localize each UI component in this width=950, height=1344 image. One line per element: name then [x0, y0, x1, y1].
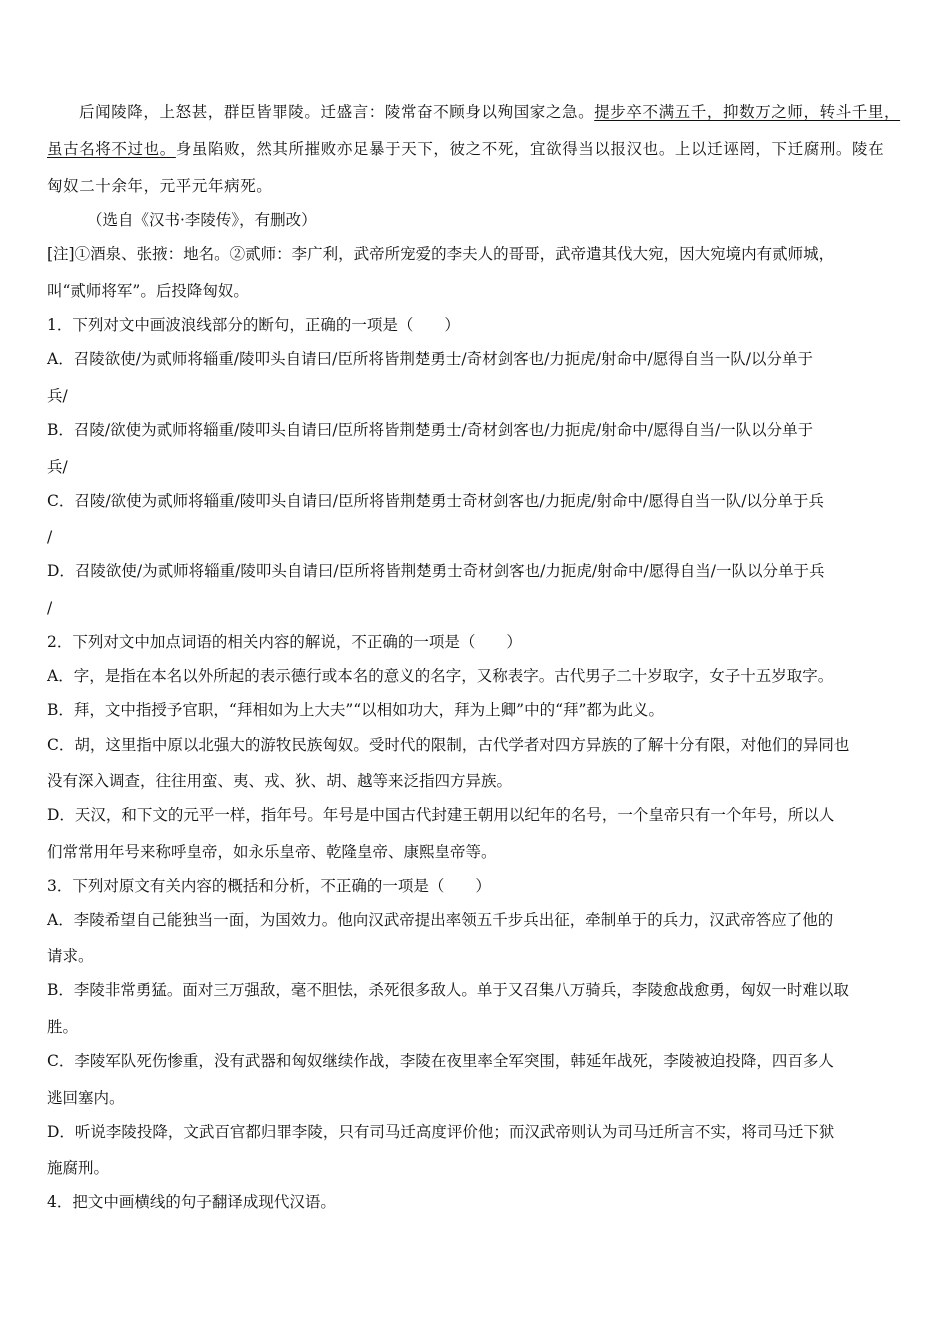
question-3-option-a-cont: 请求。: [47, 947, 94, 965]
question-2-option-a: A．字，是指在本名以外所起的表示德行或本名的意义的名字，又称表字。古代男子二十岁取字，女子十五岁取字。: [47, 667, 834, 685]
passage-source: （选自《汉书·李陵传》，有删改）: [87, 211, 317, 229]
question-2-option-d-cont: 们常常用年号来称呼皇帝，如永乐皇帝、乾隆皇帝、康熙皇帝等。: [47, 843, 497, 861]
question-2-option-c: C．胡，这里指中原以北强大的游牧民族匈奴。受时代的限制，古代学者对四方异族的了解十分有限，对他们的异同也: [47, 736, 850, 754]
question-1-option-c: C．召陵/欲使为贰师将辎重/陵叩头自请曰/臣所将皆荆楚勇士奇材剑客也/力扼虎/射命中/愿得自当一队/以分单于兵: [47, 492, 824, 510]
question-2-option-d: D．天汉，和下文的元平一样，指年号。年号是中国古代封建王朝用以纪年的名号，一个皇帝只有一个年号，所以人: [47, 806, 835, 824]
question-1-option-d: D．召陵欲使/为贰师将辎重/陵叩头自请曰/臣所将皆荆楚勇士奇材剑客也/力扼虎/射命中/愿得自当/一队以分单于兵: [47, 562, 825, 580]
question-1-option-d-cont: /: [47, 599, 53, 617]
passage-line-2: [47, 139, 884, 159]
passage-line-3: 匈奴二十余年，元平元年病死。: [47, 177, 273, 195]
note-line-1: [注]①酒泉、张掖：地名。②贰师：李广利，武帝所宠爱的李夫人的哥哥，武帝遣其伐大宛，因大宛境内有贰师城，: [47, 245, 835, 263]
question-4-stem: 4．把文中画横线的句子翻译成现代汉语。: [47, 1193, 336, 1211]
question-3-option-c: C．李陵军队死伤惨重，没有武器和匈奴继续作战，李陵在夜里率全军突围，韩延年战死，李陵被迫投降，四百多人: [47, 1052, 834, 1070]
question-3-stem: 3．下列对原文有关内容的概括和分析，不正确的一项是（ ）: [47, 877, 491, 895]
question-3-option-d-cont: 施腐刑。: [47, 1159, 110, 1177]
underlined-sentence: 虽古名将不过也。: [47, 140, 176, 158]
question-1-option-b-cont: 兵/: [47, 458, 68, 476]
question-3-option-b-cont: 胜。: [47, 1018, 79, 1036]
question-2-option-c-cont: 没有深入调查，往往用蛮、夷、戎、狄、胡、越等来泛指四方异族。: [47, 772, 513, 790]
question-1-option-b: B．召陵/欲使为贰师将辎重/陵叩头自请曰/臣所将皆荆楚勇士/奇材剑客也/力扼虎/射命中/愿得自当/一队以分单于: [47, 421, 814, 439]
underlined-sentence: 提步卒不满五千，抑数万之师，转斗千里，: [594, 103, 901, 121]
question-1-option-c-cont: /: [47, 528, 53, 546]
note-line-2: 叫“贰师将军”。后投降匈奴。: [47, 282, 249, 300]
passage-line-1: [79, 102, 900, 122]
question-3-option-a: A．李陵希望自己能独当一面，为国效力。他向汉武帝提出率领五千步兵出征，牵制单于的兵力，汉武帝答应了他的: [47, 911, 834, 929]
question-3-option-d: D．听说李陵投降，文武百官都归罪李陵，只有司马迁高度评价他；而汉武帝则认为司马迁所言不实，将司马迁下狱: [47, 1123, 835, 1141]
question-1-option-a: A．召陵欲使/为贰师将辎重/陵叩头自请曰/臣所将皆荆楚勇士/奇材剑客也/力扼虎/射命中/愿得自当一队/以分单于: [47, 350, 813, 368]
question-1-option-a-cont: 兵/: [47, 387, 68, 405]
passage-text: 身虽陷败，然其所摧败亦足暴于天下，彼之不死，宜欲得当以报汉也。上以迁诬罔，下迁腐刑。陵在: [175, 140, 885, 158]
question-3-option-b: B．李陵非常勇猛。面对三万强敌，毫不胆怯，杀死很多敌人。单于又召集八万骑兵，李陵愈战愈勇，匈奴一时难以取: [47, 981, 849, 999]
question-1-stem: 1．下列对文中画波浪线部分的断句，正确的一项是（ ）: [47, 316, 460, 334]
passage-text: 后闻陵降，上怒甚，群臣皆罪陵。迁盛言：陵常奋不顾身以殉国家之急。: [79, 103, 595, 121]
question-3-option-c-cont: 逃回塞内。: [47, 1089, 125, 1107]
question-2-option-b: B．拜，文中指授予官职，“拜相如为上大夫”“以相如功大，拜为上卿”中的“拜”都为此义。: [47, 701, 664, 719]
question-2-stem: 2．下列对文中加点词语的相关内容的解说，不正确的一项是（ ）: [47, 633, 522, 651]
